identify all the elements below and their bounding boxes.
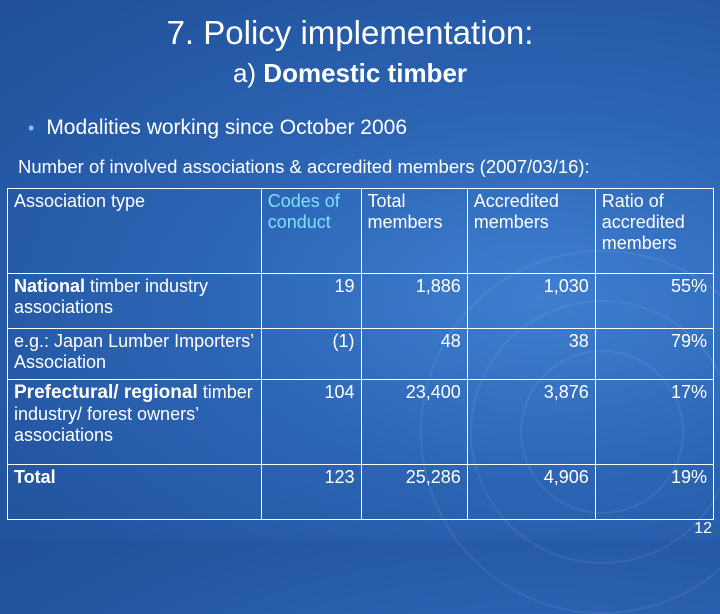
header-codes-of-conduct: Codes of conduct bbox=[261, 189, 361, 274]
row-codes: 123 bbox=[261, 465, 361, 520]
row-association-type: Total bbox=[8, 465, 262, 520]
page-number: 12 bbox=[694, 520, 712, 537]
row-total: 25,286 bbox=[361, 465, 467, 520]
bullet-icon: • bbox=[28, 118, 35, 138]
table-caption: Number of involved associations & accredited members (2007/03/16): bbox=[18, 156, 590, 177]
row-association-type: National timber industry associations bbox=[8, 274, 262, 329]
row-codes: 104 bbox=[261, 380, 361, 465]
header-total-members: Total members bbox=[361, 189, 467, 274]
row-ratio: 19% bbox=[595, 465, 713, 520]
row-association-type: e.g.: Japan Lumber Importers’ Association bbox=[8, 329, 262, 380]
header-ratio: Ratio of accredited members bbox=[595, 189, 713, 274]
row-total: 1,886 bbox=[361, 274, 467, 329]
row-association-type: Prefectural/ regional timber industry/ forest owners’ associations bbox=[8, 380, 262, 465]
row-codes: (1) bbox=[261, 329, 361, 380]
row-accredited: 4,906 bbox=[467, 465, 595, 520]
table-header-row bbox=[8, 189, 714, 274]
row-ratio: 55% bbox=[595, 274, 713, 329]
table-row bbox=[8, 329, 714, 380]
row-accredited: 3,876 bbox=[467, 380, 595, 465]
row-total: 23,400 bbox=[361, 380, 467, 465]
bullet-point: • Modalities working since October 2006 bbox=[28, 116, 407, 139]
table-row bbox=[8, 380, 714, 465]
slide-subtitle: a) Domestic timber bbox=[232, 58, 468, 88]
header-association-type: Association type bbox=[8, 189, 262, 274]
row-ratio: 17% bbox=[595, 380, 713, 465]
association-table bbox=[7, 188, 714, 520]
slide-title: 7. Policy implementation: bbox=[166, 14, 534, 51]
header-accredited-members: Accredited members bbox=[467, 189, 595, 274]
table-row-total bbox=[8, 465, 714, 520]
row-ratio: 79% bbox=[595, 329, 713, 380]
row-total: 48 bbox=[361, 329, 467, 380]
row-codes: 19 bbox=[261, 274, 361, 329]
table-row bbox=[8, 274, 714, 329]
row-accredited: 38 bbox=[467, 329, 595, 380]
row-accredited: 1,030 bbox=[467, 274, 595, 329]
